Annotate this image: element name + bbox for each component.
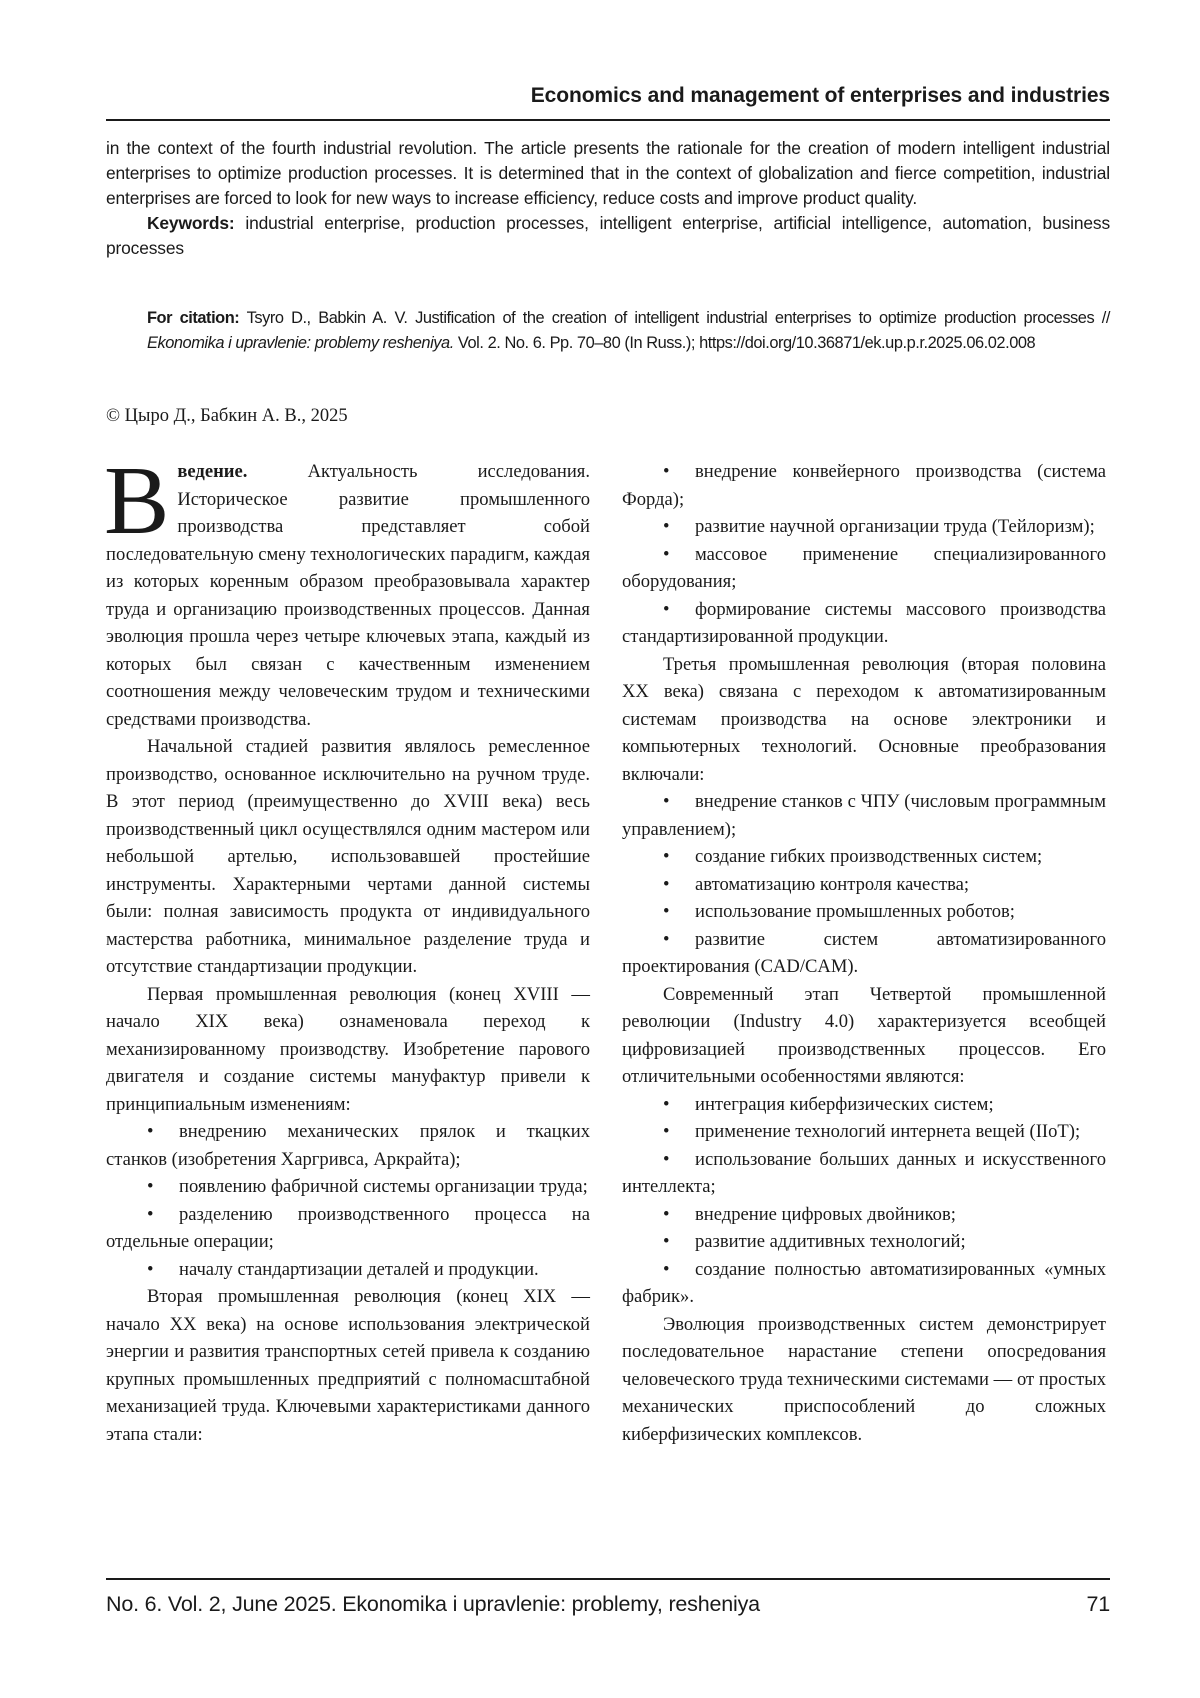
header-divider [106, 119, 1110, 121]
bullet-icon: • [663, 516, 670, 537]
list-item-text: создание полностью автоматизированных «умных фабрик». [622, 1258, 1106, 1307]
list-item [622, 1201, 1106, 1229]
bullet-icon: • [663, 1258, 670, 1280]
abstract [106, 136, 1110, 261]
dropcap: В [104, 447, 170, 555]
bullet-icon: • [663, 1148, 670, 1170]
intro-paragraph [104, 447, 590, 733]
list-item [622, 788, 1106, 843]
bullet-icon: • [663, 543, 670, 565]
bullet-icon: • [663, 461, 670, 482]
list-item-text: использование больших данных и искусственного интеллекта; [622, 1148, 1106, 1197]
list-item-text: развитие аддитивных технологий; [695, 1231, 966, 1252]
list-item-text: применение технологий интернета вещей (IIoT); [695, 1121, 1081, 1142]
keywords-list: industrial enterprise, production processes, intelligent enterprise, artificial intelligence, automation, business processes [106, 213, 1110, 258]
bullet-icon: • [663, 1203, 670, 1225]
paragraph-first-revolution: Первая промышленная революция (конец XVIII — начало XIX века) ознаменовала переход к механизированному производству. Изобретение парового двигателя и создание системы мануфактур привели к принципиальным изменениям: [106, 983, 591, 1115]
footer-issue: No. 6. Vol. 2, June 2025. Ekonomika i upravlenie: problemy, resheniya [106, 1592, 760, 1616]
list-item-text: внедрение станков с ЧПУ (числовым программным управлением); [622, 791, 1106, 840]
footer-divider [106, 1578, 1110, 1580]
copyright: © Цыро Д., Бабкин А. В., 2025 [106, 406, 348, 426]
list-item [622, 1091, 1106, 1119]
article-body [104, 447, 1110, 1568]
page-number: 71 [1086, 1592, 1110, 1616]
list-item [106, 1173, 590, 1201]
list-item [622, 926, 1106, 981]
list-item [622, 871, 1106, 899]
list-item [622, 596, 1106, 651]
list-item-text: внедрение цифровых двойников; [695, 1203, 956, 1225]
paragraph-evolution: Эволюция производственных систем демонстрирует последовательное нарастание степени опосредования человеческого труда техническими системами — от простых механических приспособлений до сложных киберфизических комплексов. [622, 1313, 1106, 1445]
paragraph-fourth-revolution: Современный этап Четвертой промышленной революции (Industry 4.0) характеризуется всеобщей цифровизацией производственных процессов. Его отличительными особенностями являются: [622, 983, 1106, 1087]
list-item-text: появлению фабричной системы организации труда; [179, 1176, 588, 1197]
list-second-revolution [622, 458, 1106, 651]
list-item-text: началу стандартизации деталей и продукции. [179, 1258, 539, 1280]
bullet-icon: • [663, 846, 670, 867]
list-item-text: внедрение конвейерного производства (система Форда); [622, 461, 1106, 510]
running-head: Economics and management of enterprises and industries [530, 84, 1110, 107]
list-third-revolution [622, 788, 1106, 981]
list-item [622, 898, 1106, 926]
bullet-icon: • [663, 901, 670, 922]
bullet-icon: • [147, 1258, 154, 1280]
bullet-icon: • [663, 598, 670, 620]
list-item-text: развитие научной организации труда (Тейлоризм); [695, 516, 1095, 537]
column-left [104, 447, 591, 1448]
list-item-text: автоматизацию контроля качества; [695, 873, 970, 895]
list-item-text: интеграция киберфизических систем; [695, 1093, 994, 1115]
citation [147, 306, 1110, 356]
list-item [106, 1256, 590, 1284]
intro-text: Актуальность исследования. Историческое развитие промышленного производства представляет собой последовательную смену технологических парадигм, каждая из которых коренным образом преобразовывала характер труда и организацию производственных процессов. Данная эволюция прошла через четыре ключевых этапа, каждый из которых был связан с качественным изменением соотношения между человеческим трудом и техническими средствами производства. [106, 461, 590, 730]
paragraph-third-revolution: Третья промышленная революция (вторая половина XX века) связана с переходом к автоматизированным системам производства на основе электроники и компьютерных технологий. Основные преобразования включали: [622, 653, 1106, 785]
bullet-icon: • [147, 1176, 154, 1197]
list-item [622, 1256, 1106, 1311]
bullet-icon: • [663, 928, 670, 950]
intro-heading: ведение. [177, 461, 248, 482]
keywords [106, 211, 1110, 261]
page-footer [106, 1592, 1110, 1617]
list-item-text: внедрению механических прялок и ткацких станков (изобретения Харгривса, Аркрайта); [106, 1121, 590, 1170]
bullet-icon: • [147, 1203, 154, 1225]
list-item [622, 1228, 1106, 1256]
list-item [106, 1118, 590, 1173]
list-item-text: формирование системы массового производства стандартизированной продукции. [622, 598, 1106, 647]
list-item [622, 1146, 1106, 1201]
list-item-text: использование промышленных роботов; [695, 901, 1015, 922]
list-item-text: разделению производственного процесса на отдельные операции; [106, 1203, 590, 1252]
list-fourth-revolution [622, 1091, 1106, 1311]
list-first-revolution [106, 1118, 590, 1283]
list-item-text: массовое применение специализированного оборудования; [622, 543, 1106, 592]
list-item [622, 843, 1106, 871]
list-item [622, 458, 1106, 513]
bullet-icon: • [663, 1121, 670, 1142]
paragraph-craft: Начальной стадией развития являлось ремесленное производство, основанное исключительно на ручном труде. В этот период (преимущественно до XVIII века) весь производственный цикл осуществлялся одним мастером или небольшой артелью, использовавшей простейшие инструменты. Характерными чертами данной системы были: полная зависимость продукта от индивидуального мастерства работника, минимальное разделение труда и отсутствие стандартизации продукции. [106, 736, 590, 977]
citation-authors-title: Tsyro D., Babkin A. V. Justification of the creation of intelligent industrial enterprises to optimize production processes // [246, 309, 1110, 327]
abstract-text: in the context of the fourth industrial revolution. The article presents the rationale for the creation of modern intelligent industrial enterprises to optimize production processes. It is determined that in the context of globalization and fierce competition, industrial enterprises are forced to look for new ways to increase efficiency, reduce costs and improve product quality. [106, 138, 1110, 208]
citation-label: For citation: [147, 309, 240, 327]
list-item-text: развитие систем автоматизированного проектирования (CAD/CAM). [622, 928, 1106, 977]
bullet-icon: • [663, 1231, 670, 1252]
list-item [106, 1201, 590, 1256]
paragraph-second-revolution: Вторая промышленная революция (конец XIX — начало XX века) на основе использования электрической энергии и развития транспортных сетей привела к созданию крупных промышленных предприятий с полномасштабной механизацией труда. Ключевыми характеристиками данного этапа стали: [106, 1286, 590, 1445]
bullet-icon: • [147, 1121, 154, 1142]
bullet-icon: • [663, 791, 670, 812]
bullet-icon: • [663, 873, 670, 895]
citation-journal: Ekonomika i upravlenie: problemy resheniya. [147, 334, 454, 352]
citation-details: Vol. 2. No. 6. Pp. 70–80 (In Russ.); https://doi.org/10.36871/ek.up.p.r.2025.06.02.008 [457, 334, 1036, 352]
list-item [622, 541, 1106, 596]
bullet-icon: • [663, 1093, 670, 1115]
list-item [622, 513, 1106, 541]
list-item-text: создание гибких производственных систем; [695, 846, 1043, 867]
list-item [622, 1118, 1106, 1146]
keywords-label: Keywords: [147, 213, 235, 233]
column-right [622, 458, 1106, 1448]
